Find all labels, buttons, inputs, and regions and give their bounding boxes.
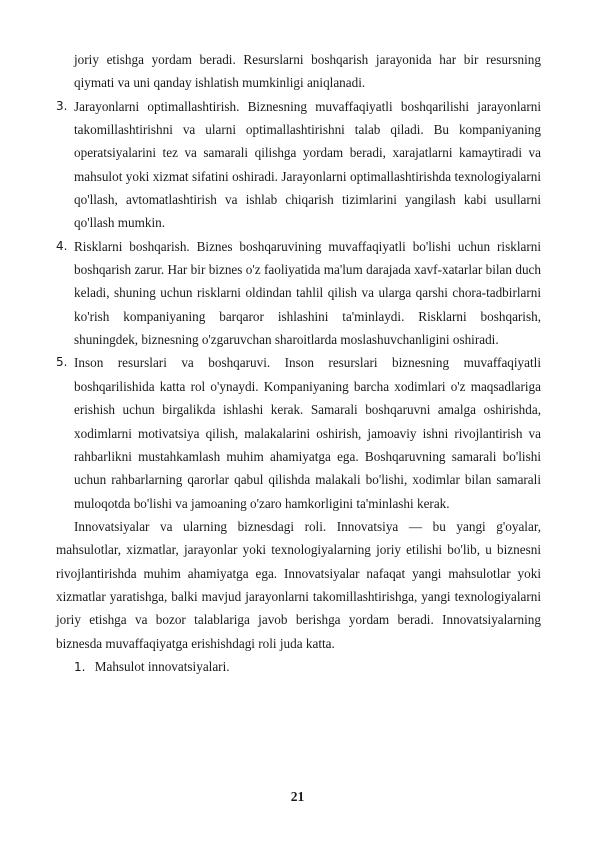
continuation-text xyxy=(56,48,541,95)
list-item xyxy=(56,95,541,235)
list-item-number: 5. xyxy=(56,355,68,370)
list-item xyxy=(56,351,541,514)
sub-list-item xyxy=(56,655,541,679)
page-number: 21 xyxy=(290,789,305,804)
continuation-content: joriy etishga yordam beradi. Resurslarni boshqarish jarayonida har bir resursning qiymati va uni qanday ishlatish mumkinligi aniqlanadi. xyxy=(74,52,541,91)
list-item xyxy=(56,235,541,352)
body-text xyxy=(56,48,541,679)
list-item-text: Inson resurslari va boshqaruvi. Inson resurslari biznesning muvaffaqiyatli boshqarilishida katta rol o'ynaydi. Kompaniyaning barcha xodimlari o'z maqsadlariga erishish uchun birgalikda ishlashi kerak. Samarali boshqaruvni amalga oshirishda, xodimlarni motivatsiya qilish, malakalarini oshirish, jamoaviy ishni rivojlantirish va rahbarlikni mustahkamlash muhim ahamiyatga ega. Boshqaruvning samarali bo'lishi uchun rahbarlarning qarorlar qabul qilishda malakali bo'lishi, xodimlar bilan samarali muloqotda bo'lishi va jamoaning o'zaro hamkorligini ta'minlashi kerak. xyxy=(74,355,541,511)
sub-list-item-text: Mahsulot innovatsiyalari. xyxy=(94,658,230,674)
list-item-text: Jarayonlarni optimallashtirish. Biznesning muvaffaqiyatli boshqarilishi jarayonlarni takomillashtirishni va ularni optimallashtirishni talab qiladi. Bu kompaniyaning operatsiyalarini tez va samarali qilishga yordam beradi, xarajatlarni kamaytiradi va mahsulot yoki xizmat sifatini oshiradi. Jarayonlarni optimallashtirishda texnologiyalarni qo'llash, avtomatlashtirish va ishlab chiqarish tizimlarini yangilash kabi usullarni qo'llash mumkin. xyxy=(74,98,541,231)
list-item-number: 4. xyxy=(56,238,68,253)
list-item-text: Risklarni boshqarish. Biznes boshqaruvining muvaffaqiyatli bo'lishi uchun risklarni boshqarish zarur. Har bir biznes o'z faoliyatida ma'lum darajada xavf-xatarlar bilan duch keladi, shuning uchun risklarni oldindan tahlil qilish va ularga qarshi chora-tadbirlarni ko'rish kompaniyaning barqaror ishlashini ta'minlaydi. Risklarni boshqarish, shuningdek, biznesning o'zgaruvchan sharoitlarda moslashuvchanligini oshiradi. xyxy=(74,238,541,348)
list-item-number: 3. xyxy=(56,98,68,113)
paragraph: Innovatsiyalar va ularning biznesdagi roli. Innovatsiya — bu yangi g'oyalar, mahsulotlar, xizmatlar, jarayonlar yoki texnologiyalarning joriy etilishi bo'lib, u biznesni rivojlantirishda muhim ahamiyatga ega. Innovatsiyalar nafaqat yangi mahsulotlar yoki xizmatlar yaratishga, balki mavjud jarayonlarni takomillashtirishga, yangi texnologiyalarni joriy etishga va bozor talablariga javob berishga yordam beradi. Innovatsiyalarning biznesda muvaffaqiyatga erishishdagi roli juda katta. xyxy=(56,518,541,651)
sub-list-item-number: 1. xyxy=(74,659,86,674)
